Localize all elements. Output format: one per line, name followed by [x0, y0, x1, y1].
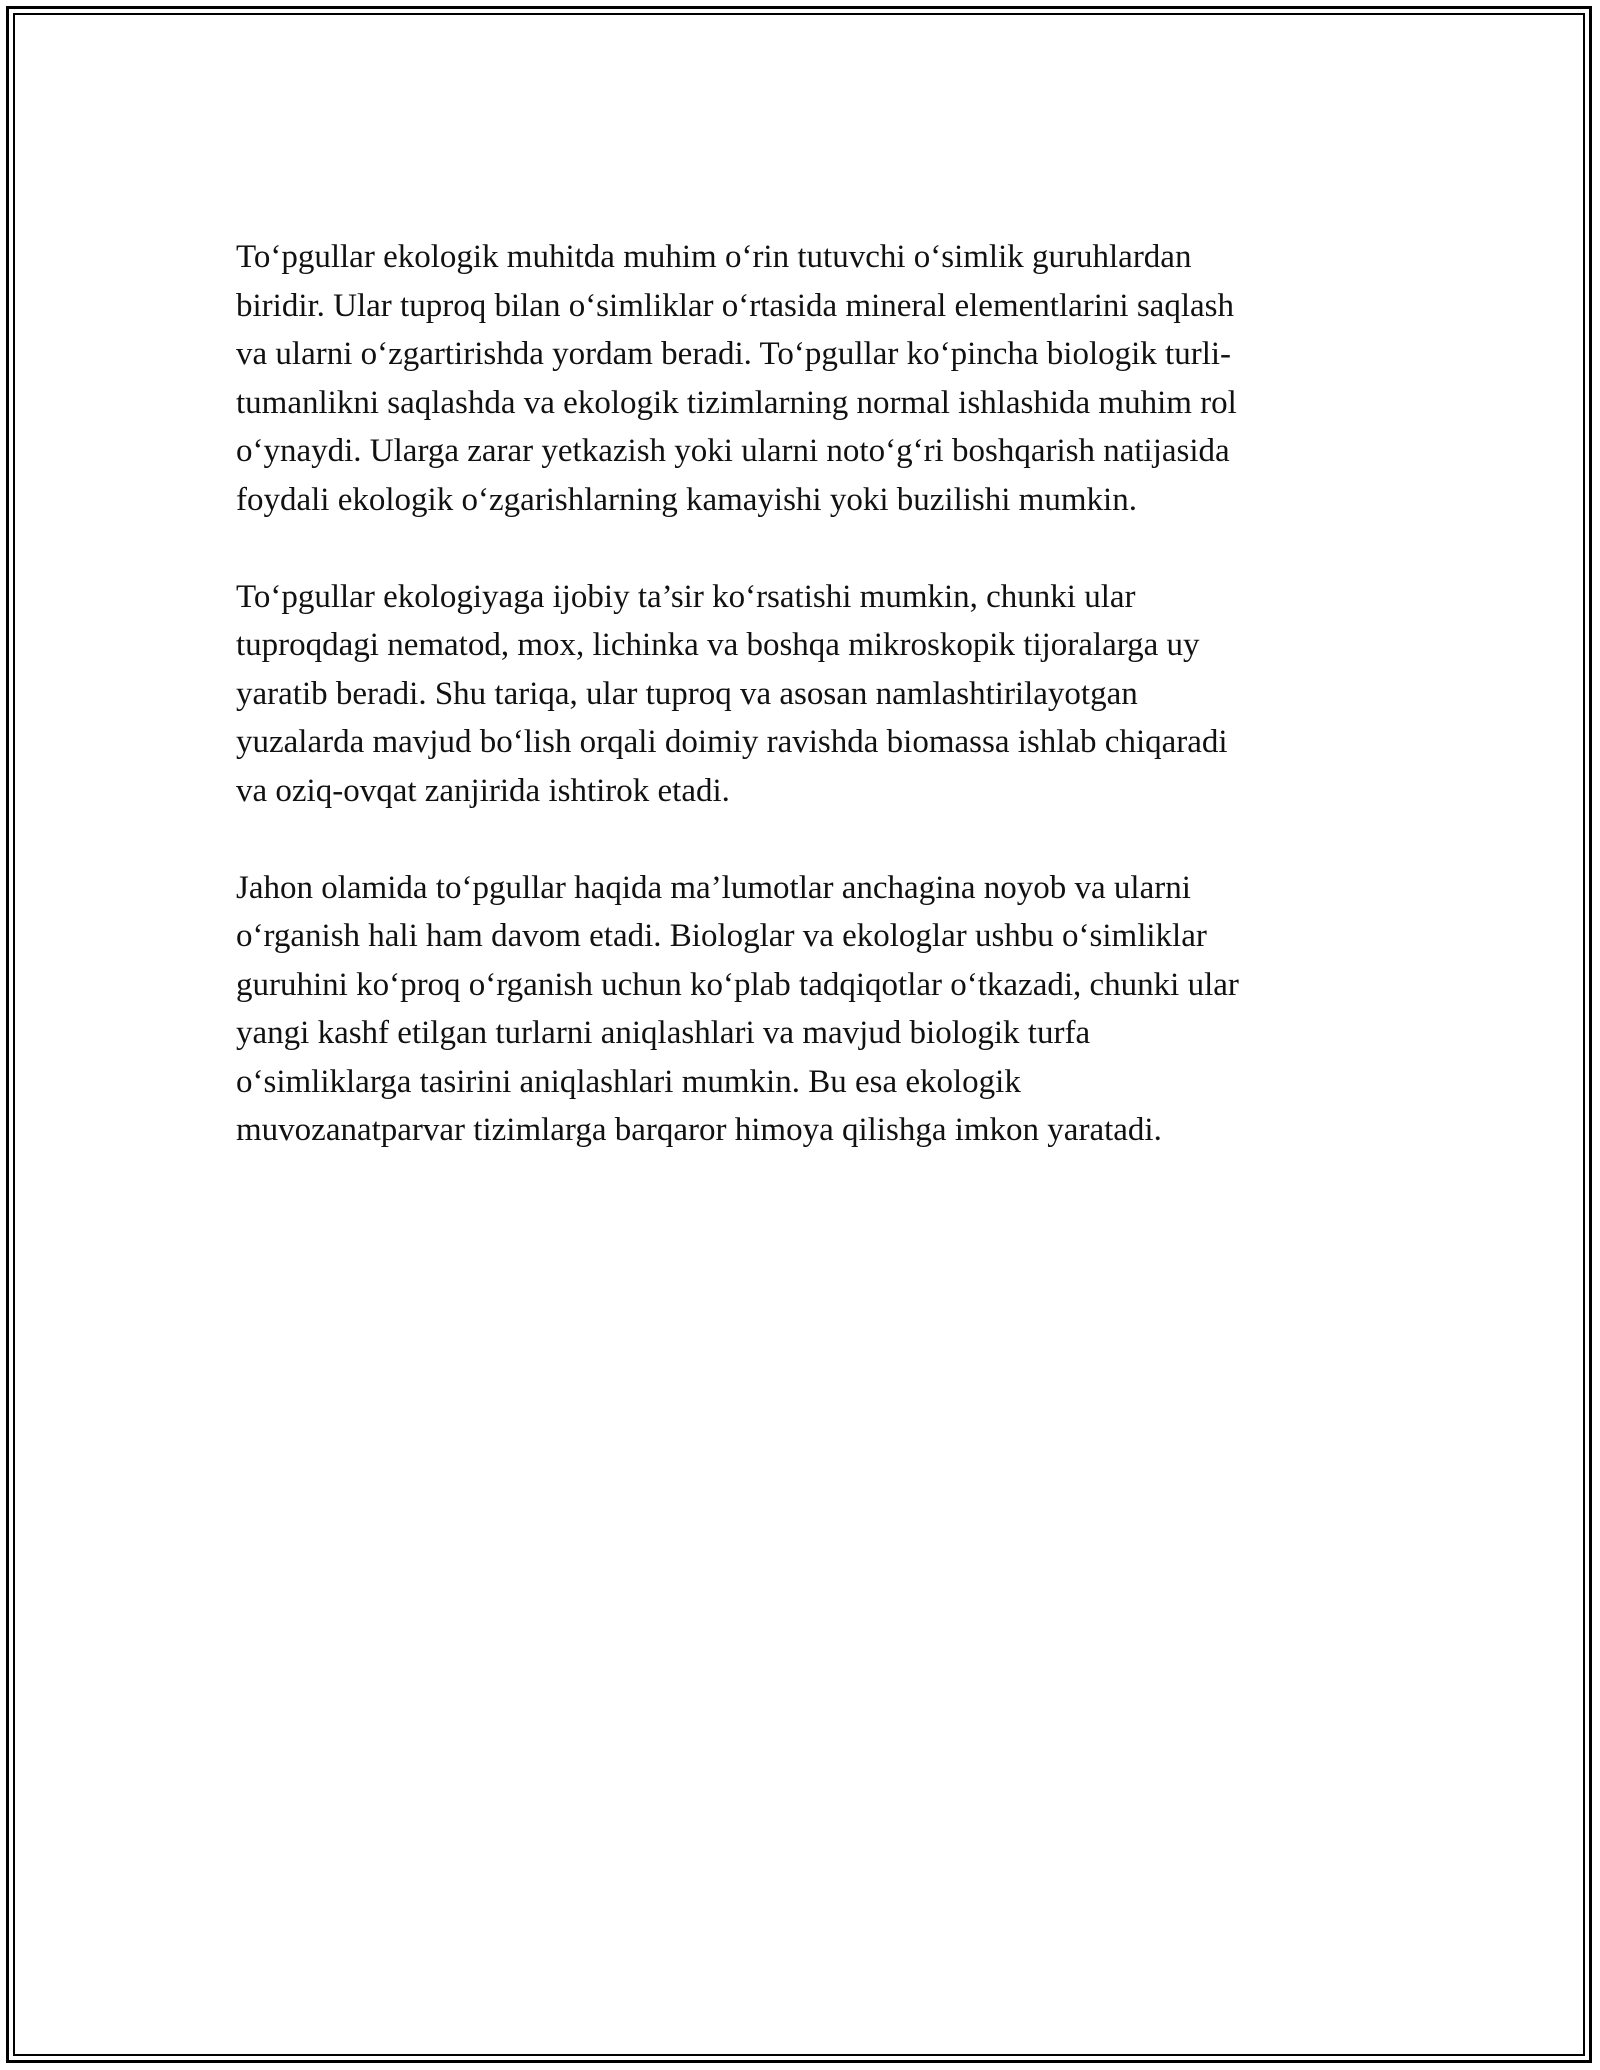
paragraph-3: [236, 864, 1366, 1155]
text-line: o‘simliklarga tasirini aniqlashlari mumkin. Bu esa ekologik: [236, 1063, 1021, 1100]
text-line: To‘pgullar ekologik muhitda muhim o‘rin tutuvchi o‘simlik guruhlardan: [236, 239, 1192, 275]
text-line: Jahon olamida to‘pgullar haqida ma’lumotlar anchagina noyob va ularni: [236, 869, 1191, 906]
text-line: yaratib beradi. Shu tariqa, ular tuproq va asosan namlashtirilayotgan: [236, 675, 1138, 712]
text-line: va ularni o‘zgartirishda yordam beradi. To‘pgullar ko‘pincha biologik turli-: [236, 336, 1232, 372]
paragraph-1: [236, 233, 1366, 524]
text-line: yangi kashf etilgan turlarni aniqlashlari va mavjud biologik turfa: [236, 1015, 1091, 1051]
text-line: o‘ynaydi. Ularga zarar yetkazish yoki ularni noto‘g‘ri boshqarish natijasida: [236, 433, 1230, 469]
text-line: To‘pgullar ekologiyaga ijobiy ta’sir ko‘rsatishi mumkin, chunki ular: [236, 578, 1136, 615]
text-line: o‘rganish hali ham davom etadi. Biologlar va ekologlar ushbu o‘simliklar: [236, 918, 1207, 954]
paragraph-2: [236, 573, 1366, 816]
text-line: guruhini ko‘proq o‘rganish uchun ko‘plab tadqiqotlar o‘tkazadi, chunki ular: [236, 966, 1239, 1003]
text-line: va oziq-ovqat zanjirida ishtirok etadi.: [236, 772, 730, 809]
text-line: biridir. Ular tuproq bilan o‘simliklar o‘rtasida mineral elementlarini saqlash: [236, 287, 1234, 324]
text-line: foydali ekologik o‘zgarishlarning kamayishi yoki buzilishi mumkin.: [236, 481, 1137, 518]
text-line: tumanlikni saqlashda va ekologik tizimlarning normal ishlashida muhim rol: [236, 384, 1237, 421]
text-line: tuproqdagi nematod, mox, lichinka va boshqa mikroskopik tijoralarga uy: [236, 627, 1200, 663]
text-line: yuzalarda mavjud bo‘lish orqali doimiy ravishda biomassa ishlab chiqaradi: [236, 724, 1228, 760]
document-body: [236, 233, 1366, 1203]
text-line: muvozanatparvar tizimlarga barqaror himoya qilishga imkon yaratadi.: [236, 1112, 1162, 1148]
